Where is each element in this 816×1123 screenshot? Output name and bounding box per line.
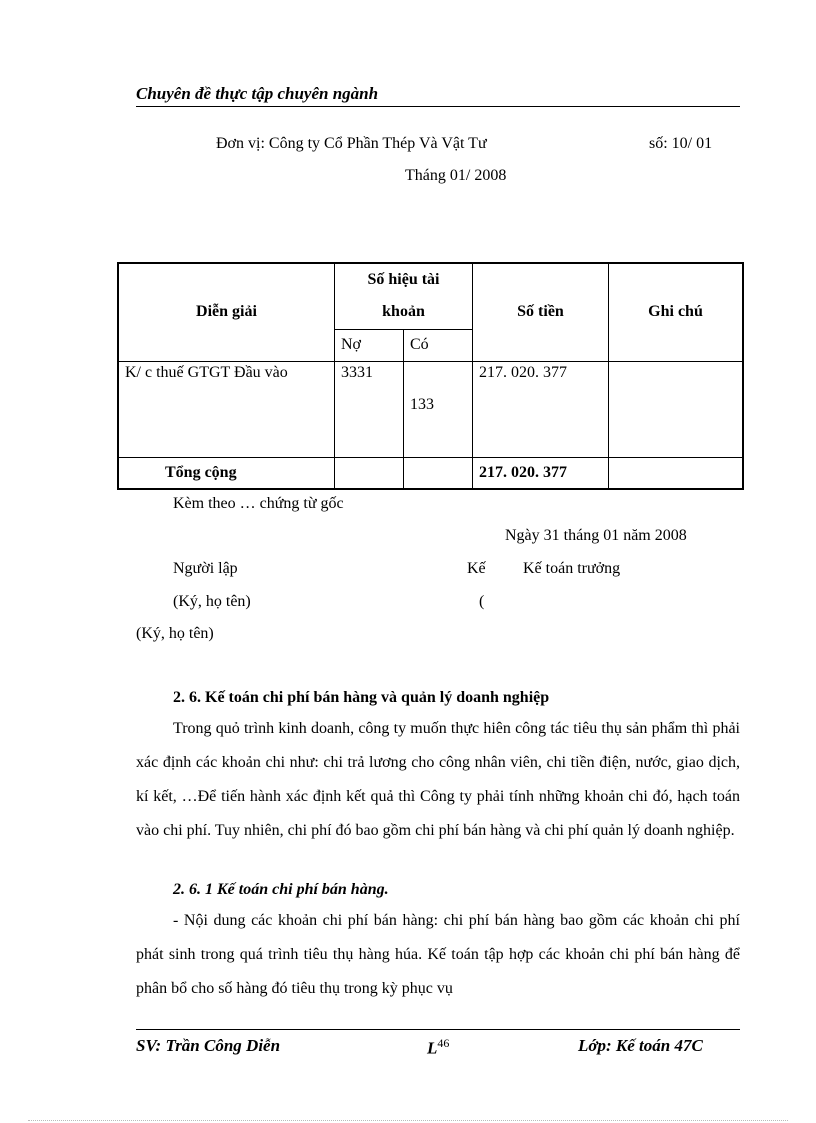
- footer-page: [427, 1036, 449, 1059]
- partial-paren: (: [479, 593, 485, 610]
- row-note: [609, 361, 744, 457]
- voucher-number: số: 10/ 01: [649, 135, 713, 152]
- total-debit-empty: [335, 457, 404, 489]
- footer-page-letter: L: [427, 1038, 438, 1058]
- subsection-heading: 2. 6. 1 Kế toán chi phí bán hàng.: [173, 881, 389, 898]
- total-amount: 217. 020. 377: [473, 457, 609, 489]
- row-debit: 3331: [335, 361, 404, 457]
- row-amount: 217. 020. 377: [473, 361, 609, 457]
- preparer-label: Người lập: [173, 560, 238, 577]
- footer-rule: [136, 1029, 740, 1030]
- subsection-paragraph: - Nội dung các khoản chi phí bán hàng: chi phí bán hàng bao gồm các khoản chi phí phát sinh trong quá trình tiêu thụ hàng húa. Kế toán tập hợp các khoản chi phí bán hàng để phân bổ cho số hàng đó tiêu thụ trong kỳ phục vụ: [136, 912, 740, 997]
- total-label: Tổng cộng: [118, 457, 335, 489]
- header-credit: Có: [404, 329, 473, 361]
- total-note-empty: [609, 457, 744, 489]
- footer-class: Lớp: Kế toán 47C: [578, 1036, 703, 1055]
- header-account-line1: Số hiệu tài: [367, 271, 440, 288]
- header-rule: [136, 106, 740, 107]
- footer-page-number: 46: [437, 1036, 450, 1050]
- section-heading: 2. 6. Kế toán chi phí bán hàng và quản lý doanh nghiệp: [173, 689, 550, 706]
- row-description: K/ c thuế GTGT Đầu vào: [118, 361, 335, 457]
- total-row: [118, 457, 743, 489]
- page-bottom-divider: [28, 1120, 788, 1121]
- footer-student: SV: Trần Công Diễn: [136, 1036, 281, 1055]
- row-credit: 133: [404, 361, 473, 457]
- preparer-sign-note: (Ký, họ tên): [173, 593, 251, 610]
- date-line: Ngày 31 tháng 01 năm 2008: [505, 527, 687, 544]
- voucher-month: Tháng 01/ 2008: [405, 167, 507, 184]
- header-note: Ghi chú: [609, 263, 744, 361]
- total-credit-empty: [404, 457, 473, 489]
- partial-label: Kế: [467, 560, 486, 577]
- header-account: [335, 263, 473, 329]
- header-description: Diễn giải: [118, 263, 335, 361]
- header-title: Chuyên đề thực tập chuyên ngành: [136, 84, 379, 103]
- header-account-line2: khoản: [382, 303, 425, 320]
- header-debit: Nợ: [335, 329, 404, 361]
- chief-sign-note: (Ký, họ tên): [136, 625, 214, 642]
- ledger-table: [117, 262, 744, 490]
- unit-line: Đơn vị: Công ty Cổ Phần Thép Và Vật Tư: [216, 135, 487, 152]
- attachments-line: Kèm theo … chứng từ gốc: [173, 495, 344, 512]
- section-paragraph: Trong quỏ trình kinh doanh, công ty muốn thực hiên công tác tiêu thụ sản phẩm thì phải xác định các khoản chi như: chi trả lương cho công nhân viên, chi tiền điện, nước, giao dịch, kí kết, …Để tiến hành xác định kết quả thì Công ty phải tính những khoản chi đó, hạch toán vào chi phí. Tuy nhiên, chi phí đó bao gồm chi phí bán hàng và chi phí quản lý doanh nghiệp.: [136, 720, 740, 839]
- chief-accountant-label: Kế toán trưởng: [523, 560, 621, 577]
- table-row: [118, 361, 743, 457]
- header-amount: Số tiền: [473, 263, 609, 361]
